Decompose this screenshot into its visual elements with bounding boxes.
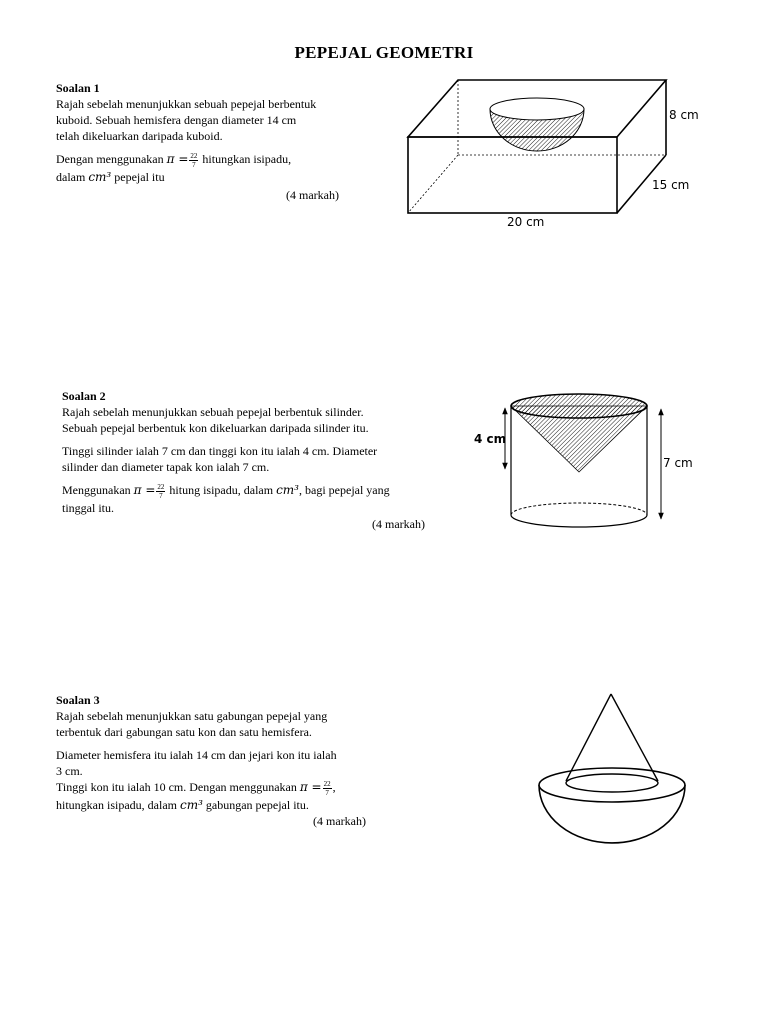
pi-symbol: π =	[166, 152, 189, 166]
q1-line-4-text: Dengan menggunakan	[56, 152, 164, 166]
q3-line-2: terbentuk dari gabungan satu kon dan satu hemisfera.	[56, 725, 312, 739]
q2-line-3: Tinggi silinder ialah 7 cm dan tinggi kon itu ialah 4 cm. Diameter	[62, 444, 378, 458]
pi-symbol: π =	[299, 780, 322, 794]
fraction: $\frac{22}{7}$	[323, 779, 331, 797]
q3-marks: (4 markah)	[313, 813, 366, 828]
q3-line-3: Diameter hemisfera itu ialah 14 cm dan jejari kon itu ialah	[56, 748, 337, 762]
cuboid-diagram	[408, 80, 666, 213]
q1-line-1: Rajah sebelah menunjukkan sebuah pepejal berbentuk	[56, 97, 317, 111]
question-3-heading: Soalan 3	[56, 693, 100, 707]
q1-line-3: telah dikeluarkan daripada kuboid.	[56, 129, 223, 143]
q1-line-5: dalam cm³ pepejal itu	[56, 169, 165, 184]
cone-hemisphere-diagram	[539, 694, 685, 843]
q3-line-6: hitungkan isipadu, dalam cm³ gabungan pepejal itu.	[56, 797, 309, 812]
unit-cm3: cm³	[88, 169, 112, 184]
q3-line-5: Tinggi kon itu ialah 10 cm. Dengan menggunakan π = $\frac{22}{7}$ ,	[56, 779, 336, 797]
q2-line-2: Sebuah pepejal berbentuk kon dikeluarkan daripada silinder itu.	[62, 421, 369, 435]
label-length: 20 cm	[507, 215, 545, 229]
label-cone-height: 4 cm	[474, 432, 507, 446]
unit-cm3: cm³	[276, 483, 299, 497]
unit-cm3: cm³	[179, 797, 203, 812]
q1-line-4-end: hitungkan isipadu,	[202, 152, 292, 166]
label-cylinder-height: 7 cm	[663, 456, 693, 470]
q3-line-1: Rajah sebelah menunjukkan satu gabungan pepejal yang	[56, 709, 328, 723]
pi-symbol: π =	[133, 483, 156, 497]
question-2-heading: Soalan 2	[62, 389, 106, 403]
fraction: $\frac{22}{7}$	[157, 482, 165, 500]
label-height: 8 cm	[669, 108, 699, 122]
q1-marks: (4 markah)	[286, 187, 339, 202]
page-title: PEPEJAL GEOMETRI	[294, 43, 474, 62]
q2-marks: (4 markah)	[372, 516, 425, 531]
q1-line-2: kuboid. Sebuah hemisfera dengan diameter 14 cm	[56, 113, 297, 127]
q2-line-1: Rajah sebelah menunjukkan sebuah pepejal berbentuk silinder.	[62, 405, 364, 419]
fraction: $\frac{22}{7}$	[190, 151, 198, 169]
q2-line-6: tinggal itu.	[62, 500, 114, 515]
label-width: 15 cm	[652, 178, 690, 192]
question-1-heading: Soalan 1	[56, 81, 100, 95]
cylinder-diagram	[505, 394, 661, 527]
q2-line-5: Menggunakan π = $\frac{22}{7}$ hitung isipadu, dalam cm³, bagi pepejal yang	[62, 482, 390, 500]
q2-line-4: silinder dan diameter tapak kon ialah 7 cm.	[62, 460, 270, 474]
q3-line-4: 3 cm.	[56, 764, 83, 778]
